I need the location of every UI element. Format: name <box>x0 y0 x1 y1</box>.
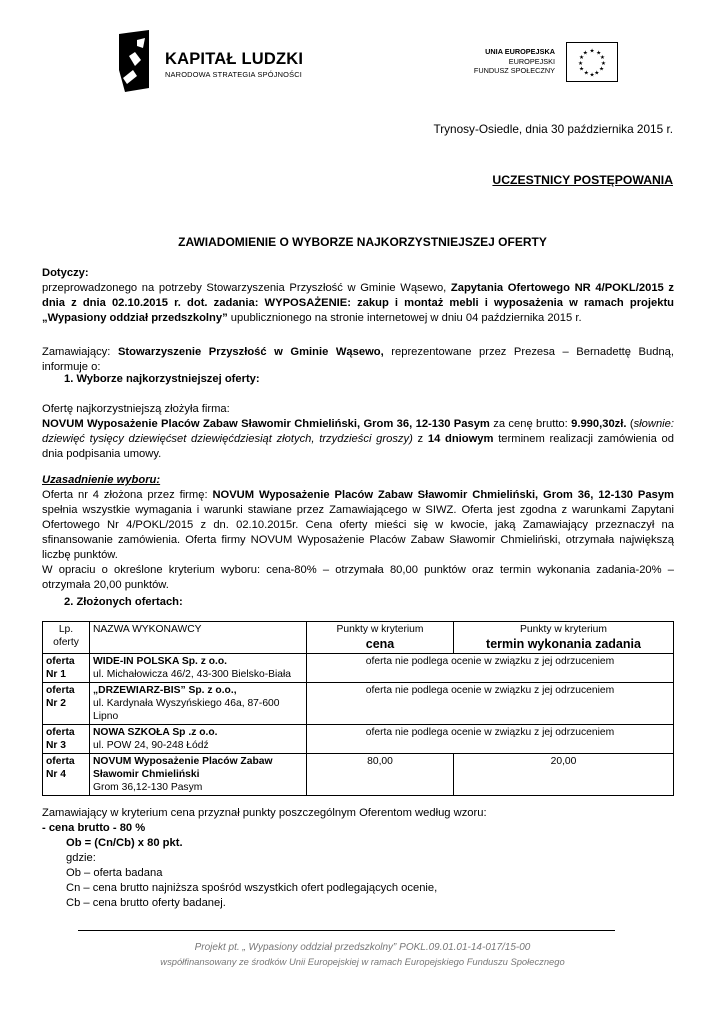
svg-text:★: ★ <box>598 66 605 73</box>
formula-line-ob: Ob – oferta badana <box>66 867 163 879</box>
row-termin: 20,00 <box>454 754 674 796</box>
header-name: NAZWA WYKONAWCY <box>90 622 307 654</box>
eu-line-1: UNIA EUROPEJSKA <box>485 47 555 56</box>
footer-funding: współfinansowany ze środków Unii Europejskiej w ramach Europejskiego Funduszu Społecznego <box>160 956 565 967</box>
svg-text:★: ★ <box>600 60 606 67</box>
justification-points: W opraciu o określone kryterium wyboru: cena-80% – otrzymała 80,00 punktów oraz termin wykonania zadania-20% – otrzymała 20,00 punktów. <box>42 564 674 591</box>
logo-subtitle: NARODOWA STRATEGIA SPÓJNOŚCI <box>165 70 303 79</box>
formula-line-cn: Cn – cena brutto najniższa spośród wszystkich ofert podlegających ocenie, <box>66 882 438 894</box>
recipients-heading: UCZESTNICY POSTĘPOWANIA <box>492 173 673 187</box>
table-row <box>43 654 674 683</box>
row-note: oferta nie podlega ocenie w związku z jej odrzuceniem <box>307 683 674 725</box>
formula-gdzie: gdzie: <box>66 852 96 864</box>
formula-equation: Ob = (Cn/Cb) x 80 pkt. <box>66 837 183 849</box>
row-note: oferta nie podlega ocenie w związku z jej odrzuceniem <box>307 654 674 683</box>
svg-text:★: ★ <box>589 48 595 55</box>
table-row <box>43 754 674 796</box>
zamawiajacy-line: Zamawiający: Stowarzyszenie Przyszłość w Gminie Wąsewo, reprezentowane przez Prezesa – Bernadettę Budną, informuje o: <box>42 346 675 373</box>
row-cena: 80,00 <box>307 754 454 796</box>
eu-flag-icon <box>566 42 618 82</box>
formula-block <box>66 836 437 911</box>
table-row <box>43 725 674 754</box>
row-name: NOVUM Wyposażenie Placów Zabaw Sławomir Chmieliński Grom 36,12-130 Pasym <box>90 754 307 796</box>
svg-text:★: ★ <box>578 66 585 73</box>
justification-label: Uzasadnienie wyboru: <box>42 474 161 486</box>
section-1-heading: 1. Wyborze najkorzystniejszej oferty: <box>64 373 260 385</box>
svg-text:★: ★ <box>582 50 588 57</box>
svg-text:★: ★ <box>596 50 602 57</box>
date-line: Trynosy-Osiedle, dnia 30 października 2015 r. <box>433 122 673 136</box>
row-lp: oferta Nr 3 <box>43 725 90 754</box>
dotyczy-text: przeprowadzonego na potrzeby Stowarzyszenia Przyszłość w Gminie Wąsewo, Zapytania Ofertowego NR 4/POKL/2015 z dnia z dnia 02.10.2015 r. dot. zadania: WYPOSAŻENIE: zakup i montaż mebli i wyposażenia w ramach projektu „Wypasiony oddział przedszkolny” upublicznionego na stronie internetowej w dniu 04 października 2015 r. <box>42 282 674 324</box>
svg-text:★: ★ <box>578 60 584 67</box>
justification-text: Oferta nr 4 złożona przez firmę: NOVUM Wyposażenie Placów Zabaw Sławomir Chmieliński, Grom 36, 12-130 Pasym spełnia wszystkie wymagania i warunki stawiane przez Zamawiającego w SIWZ. Oferta jest zgodna z warunkami Zapytani Ofertowego Nr 4/POKL/2015 z dn. 02.10.2015r. Cena oferty mieści się w kwocie, jaką Zamawiający przeznaczył na sfinansowanie zamówienia. Oferta firmy NOVUM Wyposażenie Placów Zabaw Sławomir Chmieliński, otrzymała największą liczbę punktów. <box>42 489 674 561</box>
svg-text:★: ★ <box>583 70 589 77</box>
section-2-heading: 2. Złożonych ofertach: <box>64 596 183 608</box>
row-name: NOWA SZKOŁA Sp .z o.o. ul. POW 24, 90-248 Łódź <box>90 725 307 754</box>
svg-text:★: ★ <box>578 55 585 62</box>
best-offer-text: NOVUM Wyposażenie Placów Zabaw Sławomir Chmieliński, Grom 36, 12-130 Pasym za cenę brutto: 9.990,30zł. (słownie: dziewięć tysięcy dziewięćset dziewięćdziesiąt złotych, trzydzieści groszy) z 14 dniowym terminem realizacji zamówienia od dnia podpisania umowy. <box>42 418 674 460</box>
row-lp: oferta Nr 4 <box>43 754 90 796</box>
eu-label <box>440 47 555 76</box>
svg-text:★: ★ <box>594 70 600 77</box>
logo-title: KAPITAŁ LUDZKI <box>165 50 304 68</box>
justification-block <box>42 473 674 593</box>
best-offer-intro: Ofertę najkorzystniejszą złożyła firma: <box>42 403 230 415</box>
table-header-row <box>43 622 674 654</box>
footer-divider <box>78 930 615 931</box>
svg-text:★: ★ <box>599 55 606 62</box>
formula-criterion: - cena brutto - 80 % <box>42 822 146 834</box>
svg-text:★: ★ <box>589 72 595 79</box>
footer-project: Projekt pt. „ Wypasiony oddział przedszkolny” POKL.09.01.01-14-017/15-00 <box>194 942 531 953</box>
row-note: oferta nie podlega ocenie w związku z jej odrzuceniem <box>307 725 674 754</box>
row-name: „DRZEWIARZ-BIS” Sp. z o.o., ul. Kardynała Wyszyńskiego 46a, 87-600 Lipno <box>90 683 307 725</box>
row-lp: oferta Nr 2 <box>43 683 90 725</box>
eu-line-3: FUNDUSZ SPOŁECZNY <box>473 66 555 75</box>
row-name: WIDE-IN POLSKA Sp. z o.o. ul. Michałowicza 46/2, 43-300 Bielsko-Biała <box>90 654 307 683</box>
formula-intro: Zamawiający w kryterium cena przyznał punkty poszczególnym Oferentom według wzoru: <box>42 807 487 819</box>
document-title: ZAWIADOMIENIE O WYBORZE NAJKORZYSTNIEJSZEJ OFERTY <box>178 235 547 249</box>
eu-line-2: EUROPEJSKI <box>508 56 555 66</box>
row-lp: oferta Nr 1 <box>43 654 90 683</box>
header-cena: Punkty w kryterium cena <box>307 622 454 654</box>
dotyczy-label: Dotyczy: <box>42 267 89 279</box>
header-termin: Punkty w kryterium termin wykonania zadania <box>454 622 674 654</box>
dotyczy-block <box>42 266 674 326</box>
formula-line-cb: Cb – cena brutto oferty badanej. <box>66 897 226 909</box>
best-offer-block <box>42 402 674 462</box>
table-row <box>43 683 674 725</box>
header-lp: Lp. oferty <box>43 622 90 654</box>
offers-table <box>42 621 674 796</box>
